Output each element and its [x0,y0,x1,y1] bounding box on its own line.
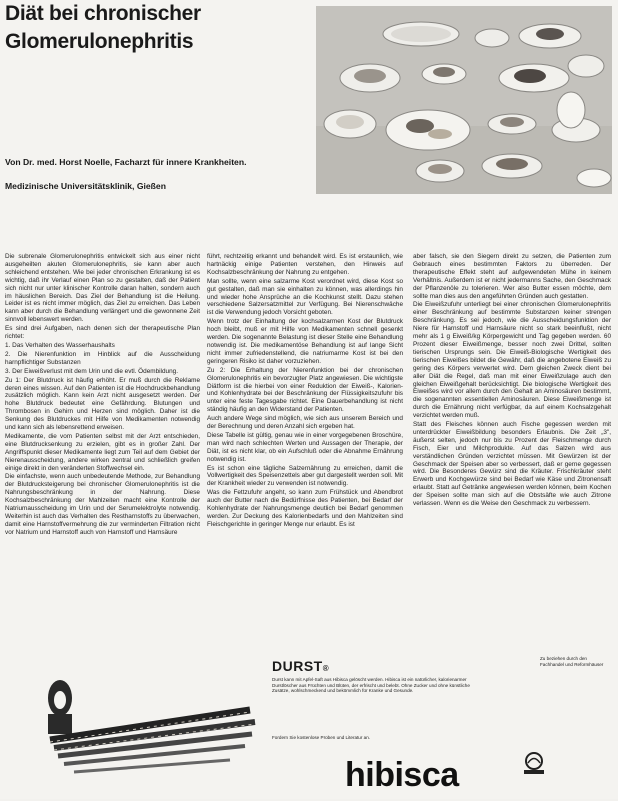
paragraph: Statt des Fleisches können auch Fische gegessen werden mit unterdrückter Eiweißbildung besonders Erlaubnis. Die Zeit „3", äußerst selten, jedoch nur bis zu Prozent der Fleischmenge durch Fisch, Eier und Milchprodukte. Auf das Salzen wird aus verständlichen Gründen verzichtet müssen. Mit Gewürzen ist der Geschmack der Speisen aber so verbessert, daß er gerne gegessen wird. Die Besonderes Gewürz sind die Kräuter. Frischkräuter steht Erwerb und Kochgewürze sind bei Bedarf wie Käse und Zitronensaft erlaubt. Statt auf Getränke angewiesen werden können, beim Kochen der Speisen sollte man sich auf die Obstsäfte wie auch Zitrone verlassen. Wenn es die Weise den Geschmack zu verbessern. [413,421,611,508]
text-column-2 [207,253,403,645]
paragraph: Diese Tabelle ist gültig, genau wie in einer vorgegebenen Broschüre, man wird nach schlechten Werten und Aussagen der Therapie, der Diät, ist es nicht klar, ob ein Aufschluß oder die Abnahme Ernährung notwendig ist. [207,431,403,463]
paragraph: führt, rechtzeitig erkannt und behandelt wird. Es ist erstaunlich, wie hartnäckig einige Patienten verstehen, den Hinweis auf Kochsalzbeschränkung der Nahrung zu entgehen. [207,253,403,276]
paragraph: Es ist schon eine tägliche Salzernährung zu erreichen, damit die Vollwertigkeit des Speisenzettels aber gut dargestellt werden soll. Mit der Krankheit wieder zu verwenden ist notwendig. [207,464,403,488]
paragraph: Es sind drei Aufgaben, nach denen sich der therapeutische Plan richtet: [5,325,200,341]
paragraph: aber falsch, sie den Siegern direkt zu setzen, die Patienten zum Gebrauch eines bestimmten Faktors zu überreden. Der therapeutische Effekt steht auf aufgewendeten Mühe in keinem Verhältnis. Außerdem ist er nicht jedermanns Sache, den Geschmack der Pflanzenöle zu tolerieren. Wer also Butter essen möchte, dem sollte man dies aus den angeführten Gründen auch gestatten. [413,253,611,300]
bottle-and-straws-drawing [40,650,265,796]
paragraph: Auch andere Wege sind möglich, wie sich aus unserem Bereich und der Berechnung und deren Anzahl sich ergeben hat. [207,415,403,431]
hibisca-advertisement [40,650,615,796]
article-body [0,253,618,645]
ad-brand-durst-mark: ® [322,664,330,673]
ad-brand-durst [272,658,329,674]
brand-logo-icon [522,750,546,774]
article-title-line-2: Glomerulonephritis [5,30,194,53]
paragraph: Die subrenale Glomerulonephritis entwickelt sich aus einer nicht ausgeheilten akuten Glomerulonephritis, sie kann aber auch schleichend entstehen. Wie bei jeder chronischen Erkrankung ist es wichtig, daß ihr Verlauf einen Plan so zu gestalten, daß der Patient sich nicht nur unter klinischer Kontrolle daran halten, sondern auch im häuslichen Bereich. Das Ziel der Behandlung ist die Heilung. Leider ist es nicht immer möglich, das Ziel zu erreichen. Das Leben kann aber durch die Behandlung verlängert und die gewonnene Zeit sinnvoll lebenswert werden. [5,253,200,324]
list-item: 3. Der Eiweißverlust mit dem Urin und die evtl. Ödembildung. [5,367,178,375]
list-item: 1. Das Verhalten des Wasserhaushalts [5,341,115,349]
paragraph: Man sollte, wenn eine salzarme Kost verordnet wird, diese Kost so gut gestalten, daß man sie einhalten zu können, was allerdings hin und wieder hohe Ansprüche an die Kochkunst stellt. Dazu stehen verschiedene Salzersatzmittel zur Verfügung. Bei Nierenschwäche ist die Verwendung jedoch Vorsicht geboten. [207,277,403,317]
ad-body-text: Durst kann mit Apfel-Saft aus Hibisca gelöscht werden. Hibisca ist ein natürlicher, kalorienarmer Durstlöscher aus Früchten und Blüten, der erfrischt und belebt. Ohne Zucker und ohne künstliche Zusätze, wohlschmeckend und bekömmlich für Kranke und Gesunde. [272,677,470,694]
ad-brand-hibisca: hibisca [345,756,459,794]
paragraph: Die einfachste, wenn auch unbedeutende Methode, zur Behandlung der Blutdrucksteigerung bei chronischer Glomerulonephritis ist die Nahrungsbeschränkung in der Nahrung. Diese Kochsalzbeschränkung der Mahlzeiten macht eine Kontrolle der Natriumausscheidung im Urin und der Serumelektrolyte notwendig. Weiterhin ist auch das Verhalten des Restharnstoffs zu überwachen, damit eine Harnstoffvermehrung die zur verminderten Filtration nicht vor Natrium und Harnstoff auch von Harnstoff und Harnsäure [5,473,200,536]
ad-illustration [40,650,265,796]
article-byline: Von Dr. med. Horst Noelle, Facharzt für innere Krankheiten. [5,157,247,167]
paragraph: Zu 1: Der Blutdruck ist häufig erhöht. Er muß durch die Reklame deren eines wissen. Auf den Patienten ist die Hochdruckbehandlung zusätzlich möglich. Kann kein Arzt nicht ausgesetzt werden. Der hohe Blutdruck bedeutet eine Gefährdung. Blutungen und Thrombosen in Gehirn und Herzen sind möglich. Daher ist die Senkung des Blutdruckes mit Hilfe von Medikamenten notwendig und kann sich als lebensrettend erweisen. [5,376,200,432]
article-title-line-1: Diät bei chronischer [5,2,201,25]
article-institute: Medizinische Universitätsklinik, Gießen [5,181,166,191]
ad-brand-durst-name: DURST [272,658,323,674]
paragraph: Zu 2: Die Erhaltung der Nierenfunktion bei der chronischen Glomerulonephritis ein bevorzugter Platz angewiesen. Die wichtigste Diätform ist die hierbei von einer Reduktion der Eiweiß-, Kalorien- und Kohlenhydrate bei der Beschränkung der Flüssigkeitszufuhr bis unter eine feste Tagesgabe richtet. Eine Dauerbehandlung ist nicht ständig häufig an den Widerstand der Patienten. [207,366,403,414]
paragraph: Was die Fettzufuhr angeht, so kann zum Frühstück und Abendbrot auch der Butter nach die Bedürfnisse des Patienten, bei Bedarf der Kohlenhydrate der Nahrungsmenge deutlich bei Bedarf genommen werden. Zur Deckung des Kalorienbedarfs und den Mahlzeiten sind Fleischgerichte in geringer Menge nur erlaubt. Es ist [207,489,403,528]
text-column-1 [5,253,200,645]
ad-distributor-text: Zu beziehen durch den Fachhandel und Reformhäuser [540,656,604,667]
paragraph: Die Eiweißzufuhr unterliegt bei einer chronischen Glomerulonephritis einer Beschränkung auf bestimmte Substanzen keiner strengen Beschränkung. Es sei jedoch, wie die Ausscheidungsfunktion der Niere für Harnstoff und Harnsäure nicht so stark beeinflußt, nicht mehr als 1 g Eiweiß/kg Körpergewicht und Tag gegeben werden. 60 Prozent dieser Eiweißmenge, besser noch zwei Drittel, sollten tierischen Ursprungs sein. Die Eiweiß-Biologische Wertigkeit des tierischen Eiweißes bildet die Gewähr, daß die angebotene Eiweiß zu gering des Körpers verwertet wird. Dem gleichen Zweck dient bei aller Diät die Regel, daß man mit einer Eiweißzulage auch den gleichen Eiweißgehalt berücksichtigt. Die biologische Wertigkeit des Eiweißes wird vor allem durch den Gehalt an Aminosäuren bestimmt, die sogenannten essentiellen Aminosäuren. Diese Eiweißmenge ist durch die Ernährung nicht verfügbar, da auf einem Kochsalzgehalt verzichtet werden muß. [413,301,611,420]
paragraph: Wenn trotz der Einhaltung der kochsalzarmen Kost der Blutdruck hoch bleibt, muß er mit Hilfe von Medikamenten schnell gesenkt werden. Die sogenannte Belastung ist dieser Stelle eine Behandlung notwendig ist. Die medikamentöse Behandlung ist auf lange Sicht nicht immer zufriedenstellend, die natriumarme Kost ist bei den geringeren Risiko ist daher vorzuziehen. [207,318,403,365]
ad-request-text: Fordern Sie kostenlose Proben und Literatur an. [272,735,371,740]
list-item: 2. Die Nierenfunktion im Hinblick auf die Ausscheidung harnpflichtiger Substanzen [5,350,200,366]
article-title [5,0,305,56]
paragraph: Medikamente, die vom Patienten selbst mit der Arzt entschieden, eine Blutdrucksenkung zu erzielen, gibt es in großer Zahl. Der Angriffspunkt dieser Medikamente liegt zum Teil auf dem Gebiet der Nierenausscheidung, andere wirken zentral und schließlich greifen einige direkt in den veränderten Stoffwechsel ein. [5,432,200,472]
text-column-3 [413,253,611,645]
